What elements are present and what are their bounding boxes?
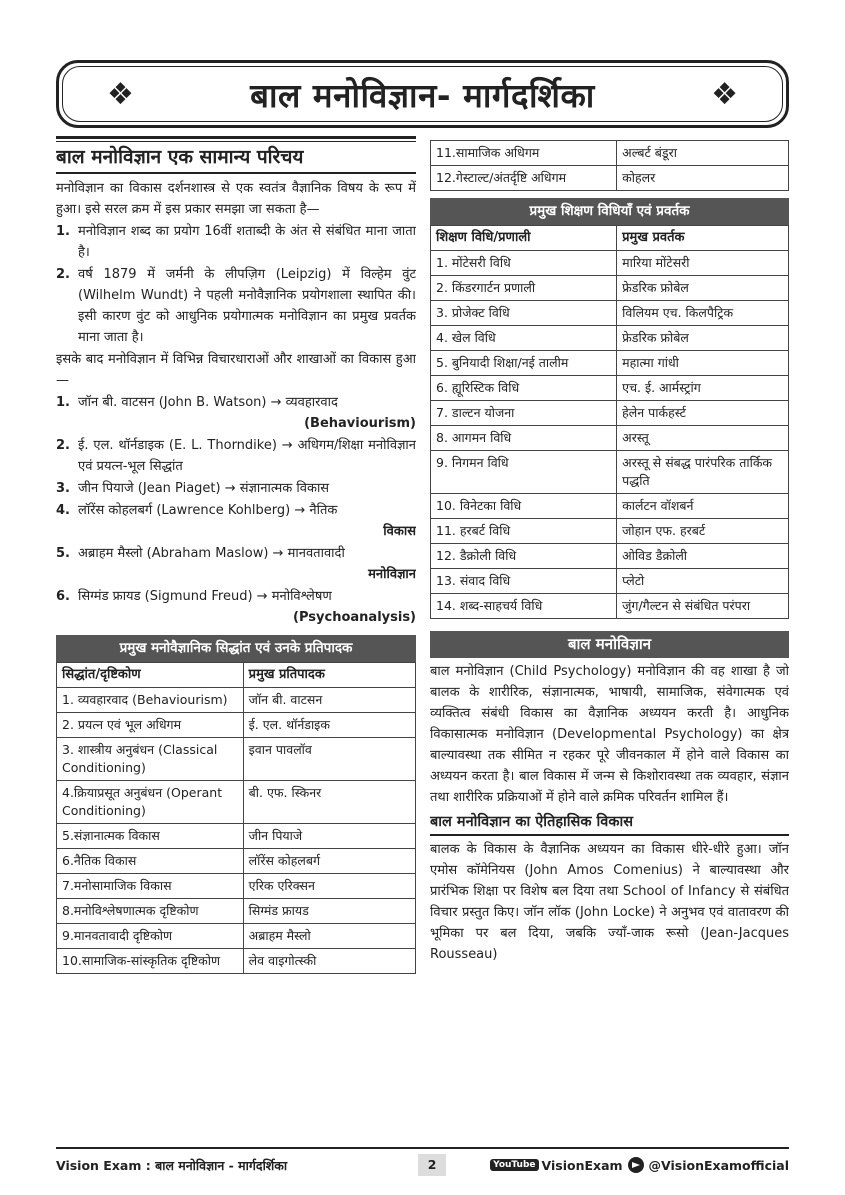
theories-table-cell-value: कोहलर bbox=[617, 166, 789, 191]
youtube-icon: YouTube bbox=[490, 1159, 538, 1171]
school-list-item-text bbox=[78, 543, 416, 585]
theories-table-row bbox=[57, 899, 416, 924]
theories-table-continued bbox=[430, 140, 789, 191]
school-list-item-number: 3. bbox=[56, 481, 70, 496]
methods-table bbox=[430, 225, 789, 619]
methods-table-row bbox=[431, 276, 789, 301]
methods-table-cell-value: जुंग/गैल्टन से संबंधित परंपरा bbox=[617, 594, 789, 619]
school-list-item bbox=[56, 543, 416, 585]
ornament-right-icon: ❖ bbox=[711, 77, 738, 112]
school-list-item-body: सिग्मंड फ्रायड (Sigmund Freud) → मनोविश्लेषण bbox=[78, 589, 332, 604]
methods-table-cell-value: एच. ई. आर्मस्ट्रांग bbox=[617, 376, 789, 401]
methods-table-cell-value: अरस्तू से संबद्ध पारंपरिक तार्किक पद्धति bbox=[617, 451, 789, 494]
methods-table-row bbox=[431, 251, 789, 276]
school-list-item-tail: मनोविज्ञान bbox=[368, 567, 416, 582]
methods-table-row bbox=[431, 594, 789, 619]
methods-table-cell-name: 8. आगमन विधि bbox=[431, 426, 617, 451]
intro-list-item-text bbox=[78, 264, 416, 348]
school-list-item-number: 1. bbox=[56, 395, 70, 410]
theories-table-row bbox=[57, 781, 416, 824]
methods-table-cell-value: महात्मा गांधी bbox=[617, 351, 789, 376]
school-list-item bbox=[56, 500, 416, 542]
theories-table-cell-value: इवान पावलॉव bbox=[243, 738, 415, 781]
theories-table-cell-name: 6.नैतिक विकास bbox=[57, 849, 244, 874]
theories-table-cell-value: अल्बर्ट बंडूरा bbox=[617, 141, 789, 166]
theories-table-cell-value: लॉरेंस कोहलबर्ग bbox=[243, 849, 415, 874]
theories-table-row bbox=[431, 166, 789, 191]
methods-table-cell-name: 10. विनेटका विधि bbox=[431, 494, 617, 519]
methods-table-cell-value: विलियम एच. किलपैट्रिक bbox=[617, 301, 789, 326]
methods-table-cell-name: 6. ह्यूरिस्टिक विधि bbox=[431, 376, 617, 401]
intro-paragraph-2: इसके बाद मनोविज्ञान में विभिन्न विचारधाराओं और शाखाओं का विकास हुआ— bbox=[56, 352, 416, 388]
methods-table-row bbox=[431, 376, 789, 401]
page-banner bbox=[56, 60, 789, 128]
school-list-item-tail: विकास bbox=[383, 524, 416, 539]
methods-table-title: प्रमुख शिक्षण विधियाँ एवं प्रवर्तक bbox=[430, 198, 789, 225]
theories-table-cell-value: एरिक एरिक्सन bbox=[243, 874, 415, 899]
school-list-item-text bbox=[78, 435, 416, 477]
methods-table-row bbox=[431, 544, 789, 569]
methods-table-cell-value: कार्लटन वॉशबर्न bbox=[617, 494, 789, 519]
theories-table-cell-name: 11.सामाजिक अधिगम bbox=[431, 141, 617, 166]
school-list-item-number: 6. bbox=[56, 589, 70, 604]
methods-table-row bbox=[431, 494, 789, 519]
school-list-item-body: लॉरेंस कोहलबर्ग (Lawrence Kohlberg) → नैतिक bbox=[78, 503, 338, 518]
history-paragraph: बालक के विकास के वैज्ञानिक अध्ययन का विकास धीरे-धीरे हुआ। जॉन एमोस कॉमेनियस (John Amos Comenius) ने बाल्यावस्था और प्रारंभिक शिक्षा पर विशेष बल दिया तथा School of Infancy से संबंधित विचार प्रस्तुत किए। जॉन लॉक (John Locke) ने अनुभव एवं वातावरण की भूमिका पर बल दिया, जबकि ज्याँ-जाक रूसो (Jean-Jacques Rousseau) bbox=[430, 842, 789, 962]
methods-table-cell-name: 3. प्रोजेक्ट विधि bbox=[431, 301, 617, 326]
child-psych-paragraph: बाल मनोविज्ञान (Child Psychology) मनोविज्ञान की वह शाखा है जो बालक के शारीरिक, संज्ञानात्मक, भाषायी, सामाजिक, संवेगात्मक एवं व्यक्तित्व संबंधी विकास का वैज्ञानिक अध्ययन करती है। आधुनिक विकासात्मक मनोविज्ञान (Developmental Psychology) का क्षेत्र बाल्यावस्था तक सीमित न रहकर पूरे जीवनकाल में होने वाले विकास का अध्ययन करता है। बाल विकास में जन्म से किशोरावस्था तक व्यवहार, संज्ञान तथा शारीरिक प्रक्रियाओं में होने वाले क्रमिक परिवर्तन शामिल हैं। bbox=[430, 664, 789, 805]
methods-table-row bbox=[431, 451, 789, 494]
theories-table-cell-name: 8.मनोविश्लेषणात्मक दृष्टिकोण bbox=[57, 899, 244, 924]
school-list-item-body: ई. एल. थॉर्नडाइक (E. L. Thorndike) → अधिगम/शिक्षा मनोविज्ञान एवं प्रयत्न-भूल सिद्धांत bbox=[78, 438, 416, 474]
page-footer bbox=[56, 1147, 789, 1181]
methods-table-cell-value: अरस्तू bbox=[617, 426, 789, 451]
theories-table-cell-name: 12.गेस्टाल्ट/अंतर्दृष्टि अधिगम bbox=[431, 166, 617, 191]
methods-table-cell-name: 12. डैक्रोली विधि bbox=[431, 544, 617, 569]
theories-table-title: प्रमुख मनोवैज्ञानिक सिद्धांत एवं उनके प्रतिपादक bbox=[56, 635, 416, 662]
theories-table-cell-name: 5.संज्ञानात्मक विकास bbox=[57, 824, 244, 849]
page-number: 2 bbox=[418, 1154, 446, 1176]
intro-list-item-number: 1. bbox=[56, 224, 70, 239]
school-list-item bbox=[56, 478, 416, 499]
school-list-item-tail: (Psychoanalysis) bbox=[293, 610, 416, 625]
school-list-item-text bbox=[78, 500, 416, 542]
school-list-item bbox=[56, 586, 416, 628]
school-list-item-number: 5. bbox=[56, 546, 70, 561]
theories-table-cell-value: अब्राहम मैस्लो bbox=[243, 924, 415, 949]
methods-header-2: प्रमुख प्रवर्तक bbox=[617, 226, 789, 251]
methods-table-cell-name: 5. बुनियादी शिक्षा/नई तालीम bbox=[431, 351, 617, 376]
methods-table-row bbox=[431, 401, 789, 426]
methods-table-cell-name: 14. शब्द-साहचर्य विधि bbox=[431, 594, 617, 619]
social-handle: @VisionExamofficial bbox=[648, 1157, 789, 1173]
methods-table-row bbox=[431, 569, 789, 594]
theories-table-row bbox=[431, 141, 789, 166]
intro-title: बाल मनोविज्ञान एक सामान्य परिचय bbox=[56, 142, 416, 174]
school-list-item-number: 4. bbox=[56, 503, 70, 518]
theories-table-row bbox=[57, 713, 416, 738]
theories-table-cell-value: सिग्मंड फ्रायड bbox=[243, 899, 415, 924]
methods-table-cell-name: 11. हरबर्ट विधि bbox=[431, 519, 617, 544]
theories-table-cell-value: बी. एफ. स्किनर bbox=[243, 781, 415, 824]
intro-list-item-text bbox=[78, 221, 416, 263]
channel-name: VisionExam bbox=[541, 1157, 623, 1173]
theories-table-row bbox=[57, 874, 416, 899]
intro-list-item bbox=[56, 221, 416, 263]
theories-header-2: प्रमुख प्रतिपादक bbox=[243, 663, 415, 688]
methods-table-cell-name: 7. डाल्टन योजना bbox=[431, 401, 617, 426]
methods-table-cell-value: प्लेटो bbox=[617, 569, 789, 594]
school-list-item-text bbox=[78, 586, 416, 628]
theories-table-cell-value: लेव वाइगोत्स्की bbox=[243, 949, 415, 974]
page-title: बाल मनोविज्ञान- मार्गदर्शिका bbox=[250, 75, 595, 115]
theories-table-cell-value: जीन पियाजे bbox=[243, 824, 415, 849]
theories-table-row bbox=[57, 738, 416, 781]
methods-table-cell-name: 13. संवाद विधि bbox=[431, 569, 617, 594]
theories-table-row bbox=[57, 849, 416, 874]
methods-table-row bbox=[431, 426, 789, 451]
theories-table-cell-name: 7.मनोसामाजिक विकास bbox=[57, 874, 244, 899]
methods-header-1: शिक्षण विधि/प्रणाली bbox=[431, 226, 617, 251]
footer-title: Vision Exam : बाल मनोविज्ञान - मार्गदर्शिका bbox=[56, 1157, 288, 1173]
ornament-left-icon: ❖ bbox=[107, 77, 134, 112]
theories-table-row bbox=[57, 949, 416, 974]
theories-table-cell-name: 10.सामाजिक-सांस्कृतिक दृष्टिकोण bbox=[57, 949, 244, 974]
methods-table-cell-name: 9. निगमन विधि bbox=[431, 451, 617, 494]
methods-table-cell-name: 1. मोंटेसरी विधि bbox=[431, 251, 617, 276]
theories-table-cell-name: 2. प्रयत्न एवं भूल अधिगम bbox=[57, 713, 244, 738]
intro-list-item-number: 2. bbox=[56, 267, 70, 282]
intro-list-item-body: वर्ष 1879 में जर्मनी के लीपज़िग (Leipzig) में विल्हेम वुंट (Wilhelm Wundt) ने पहली मनोवैज्ञानिक प्रयोगशाला स्थापित की। इसी कारण वुंट को आधुनिक प्रयोगात्मक मनोविज्ञान का प्रमुख प्रवर्तक माना जाता है। bbox=[78, 267, 416, 345]
theories-table-cell-name: 3. शास्त्रीय अनुबंधन (Classical Conditioning) bbox=[57, 738, 244, 781]
intro-list-item bbox=[56, 264, 416, 348]
methods-table-cell-value: जोहान एफ. हरबर्ट bbox=[617, 519, 789, 544]
methods-table-cell-value: हेलेन पार्कहर्स्ट bbox=[617, 401, 789, 426]
methods-table-cell-value: मारिया मोंटेसरी bbox=[617, 251, 789, 276]
theories-table-row bbox=[57, 924, 416, 949]
theories-table-row bbox=[57, 688, 416, 713]
theories-table bbox=[56, 662, 416, 974]
methods-table-row bbox=[431, 519, 789, 544]
theories-table-cell-name: 1. व्यवहारवाद (Behaviourism) bbox=[57, 688, 244, 713]
theories-table-cell-value: ई. एल. थॉर्नडाइक bbox=[243, 713, 415, 738]
intro-list-item-body: मनोविज्ञान शब्द का प्रयोग 16वीं शताब्दी के अंत से संबंधित माना जाता है। bbox=[78, 224, 416, 260]
methods-table-cell-name: 4. खेल विधि bbox=[431, 326, 617, 351]
methods-table-row bbox=[431, 351, 789, 376]
child-psych-title: बाल मनोविज्ञान bbox=[430, 631, 789, 658]
school-list-item-number: 2. bbox=[56, 438, 70, 453]
theories-header-1: सिद्धांत/दृष्टिकोण bbox=[57, 663, 244, 688]
methods-table-row bbox=[431, 326, 789, 351]
school-list-item-body: जीन पियाजे (Jean Piaget) → संज्ञानात्मक विकास bbox=[78, 481, 330, 496]
school-list-item bbox=[56, 435, 416, 477]
methods-table-cell-name: 2. किंडरगार्टन प्रणाली bbox=[431, 276, 617, 301]
telegram-icon bbox=[628, 1157, 644, 1173]
school-list-item-body: जॉन बी. वाटसन (John B. Watson) → व्यवहारवाद bbox=[78, 395, 338, 410]
theories-table-row bbox=[57, 824, 416, 849]
theories-table-cell-name: 9.मानवतावादी दृष्टिकोण bbox=[57, 924, 244, 949]
methods-table-row bbox=[431, 301, 789, 326]
methods-table-cell-value: ओविड डैक्रोली bbox=[617, 544, 789, 569]
school-list-item-body: अब्राहम मैस्लो (Abraham Maslow) → मानवतावादी bbox=[78, 546, 345, 561]
history-title: बाल मनोविज्ञान का ऐतिहासिक विकास bbox=[430, 812, 789, 836]
methods-table-cell-value: फ्रेडरिक फ्रोबेल bbox=[617, 326, 789, 351]
school-list-item-tail: (Behaviourism) bbox=[304, 416, 416, 431]
school-list-item bbox=[56, 392, 416, 434]
methods-table-cell-value: फ्रेडरिक फ्रोबेल bbox=[617, 276, 789, 301]
school-list-item-text bbox=[78, 478, 416, 499]
school-list-item-text bbox=[78, 392, 416, 434]
right-column bbox=[430, 140, 789, 1140]
theories-table-cell-name: 4.क्रियाप्रसूत अनुबंधन (Operant Conditioning) bbox=[57, 781, 244, 824]
intro-paragraph: मनोविज्ञान का विकास दर्शनशास्त्र से एक स्वतंत्र वैज्ञानिक विषय के रूप में हुआ। इसे सरल क्रम में इस प्रकार समझा जा सकता है— bbox=[56, 181, 416, 217]
left-column bbox=[56, 136, 416, 1136]
theories-table-cell-value: जॉन बी. वाटसन bbox=[243, 688, 415, 713]
